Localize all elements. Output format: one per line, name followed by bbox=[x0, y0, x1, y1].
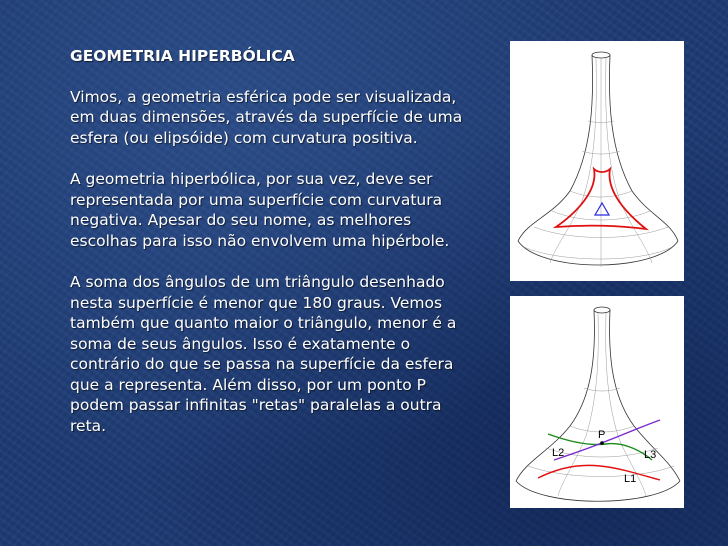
line-l2-label: L2 bbox=[552, 447, 565, 459]
paragraph-2: A geometria hiperbólica, por sua vez, deve ser representada por uma superfície com curvatura negativa. Apesar do seu nome, as melhores escolhas para isso não envolvem uma hipérbole. bbox=[70, 170, 450, 250]
pseudosphere-parallels-figure bbox=[510, 296, 684, 508]
slide-title: GEOMETRIA HIPERBÓLICA bbox=[70, 47, 295, 65]
pseudosphere-parallels-illustration bbox=[510, 296, 684, 508]
paragraph-1: Vimos, a geometria esférica pode ser visualizada, em duas dimensões, através da superfície de uma esfera (ou elipsóide) com curvatura positiva. bbox=[70, 87, 463, 147]
pseudosphere-triangle-figure bbox=[510, 41, 684, 281]
line-l3-label: L3 bbox=[644, 449, 657, 461]
text-column bbox=[70, 46, 490, 457]
point-p bbox=[600, 441, 604, 445]
point-p-label: P bbox=[598, 429, 606, 441]
line-l1 bbox=[538, 465, 660, 480]
line-l1-label: L1 bbox=[624, 473, 637, 485]
pseudosphere-triangle-illustration bbox=[510, 41, 684, 281]
paragraph-3: A soma dos ângulos de um triângulo desenhado nesta superfície é menor que 180 graus. Vemos também que quanto maior o triângulo, menor é a soma de seus ângulos. Isso é exatamente o contrário do que se passa na superfície da esfera que a representa. Além disso, por um ponto P podem passar infinitas "retas" paralelas a outra reta. bbox=[70, 273, 457, 435]
small-blue-triangle bbox=[595, 203, 609, 215]
